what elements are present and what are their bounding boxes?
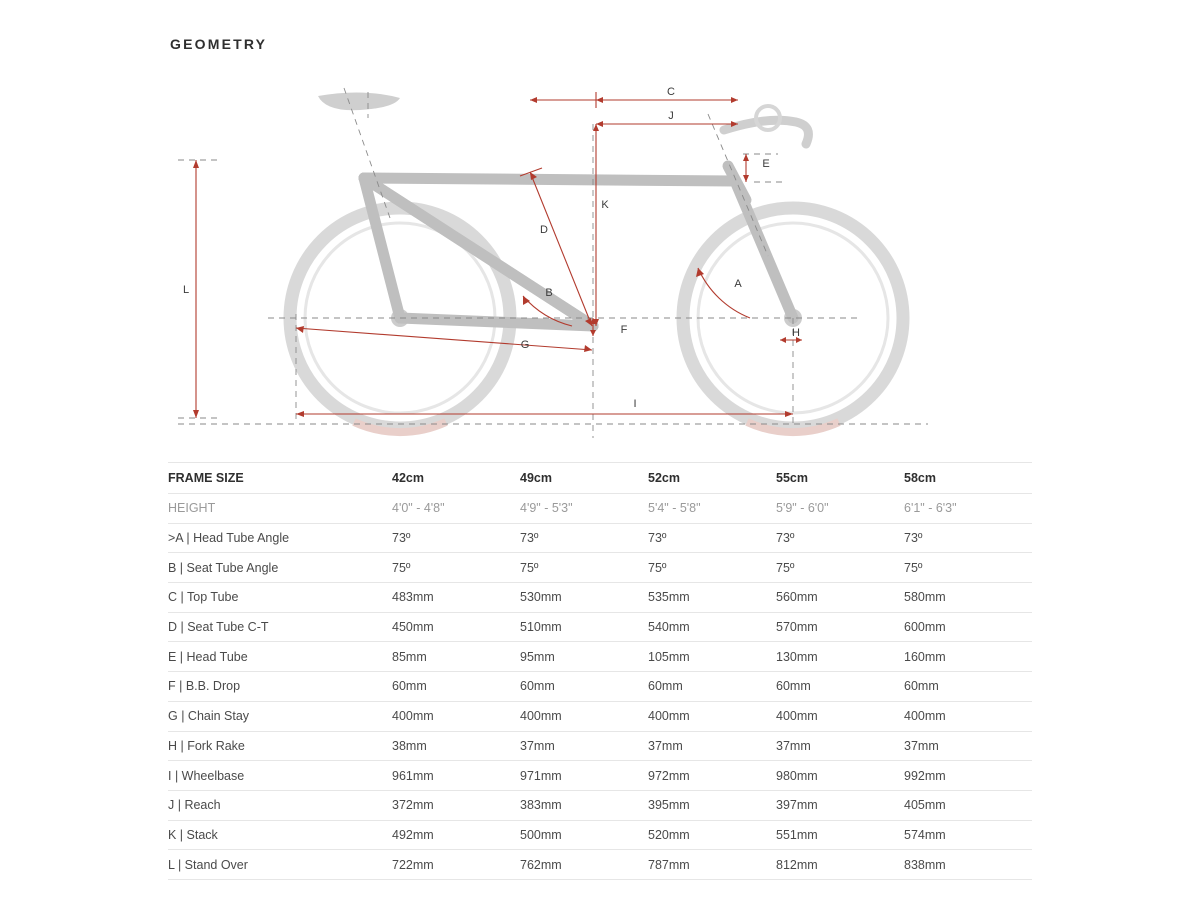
table-row [168, 850, 1032, 880]
label-H: H [792, 327, 800, 339]
table-header-row [168, 463, 1032, 494]
row-label: J | Reach [168, 790, 392, 820]
row-value: 992mm [904, 761, 1032, 791]
row-label: L | Stand Over [168, 850, 392, 880]
row-value: 492mm [392, 820, 520, 850]
row-value: 600mm [904, 612, 1032, 642]
column-header-49cm: 49cm [520, 463, 648, 494]
column-header-55cm: 55cm [776, 463, 904, 494]
table-row [168, 523, 1032, 553]
row-label: >A | Head Tube Angle [168, 523, 392, 553]
row-value: 787mm [648, 850, 776, 880]
label-E: E [762, 158, 770, 170]
row-value: 530mm [520, 583, 648, 613]
table-row [168, 612, 1032, 642]
table-row [168, 790, 1032, 820]
row-value: 972mm [648, 761, 776, 791]
row-value: 60mm [648, 672, 776, 702]
row-value: 961mm [392, 761, 520, 791]
row-label: I | Wheelbase [168, 761, 392, 791]
table-row [168, 761, 1032, 791]
row-value: 60mm [904, 672, 1032, 702]
column-header-frame-size: FRAME SIZE [168, 463, 392, 494]
row-value: 483mm [392, 583, 520, 613]
row-value: 560mm [776, 583, 904, 613]
label-C: C [667, 86, 675, 98]
geometry-table-wrap [168, 462, 1032, 880]
row-value: 400mm [776, 701, 904, 731]
row-value: 37mm [904, 731, 1032, 761]
label-D: D [540, 224, 548, 236]
row-value: 397mm [776, 790, 904, 820]
row-value: 60mm [520, 672, 648, 702]
row-value: 60mm [392, 672, 520, 702]
geometry-table [168, 462, 1032, 880]
row-value: 85mm [392, 642, 520, 672]
table-row [168, 642, 1032, 672]
column-header-58cm: 58cm [904, 463, 1032, 494]
row-value: 60mm [776, 672, 904, 702]
row-value: 37mm [648, 731, 776, 761]
row-value: 574mm [904, 820, 1032, 850]
row-value: 73º [520, 523, 648, 553]
row-value: 812mm [776, 850, 904, 880]
row-value: 400mm [392, 701, 520, 731]
row-value: 105mm [648, 642, 776, 672]
row-label: C | Top Tube [168, 583, 392, 613]
label-G: G [520, 339, 530, 351]
row-value: 980mm [776, 761, 904, 791]
row-value: 75º [392, 553, 520, 583]
column-header-52cm: 52cm [648, 463, 776, 494]
row-value: 520mm [648, 820, 776, 850]
row-value: 383mm [520, 790, 648, 820]
row-value: 75º [520, 553, 648, 583]
label-K: K [601, 199, 609, 211]
table-row [168, 731, 1032, 761]
row-value: 75º [776, 553, 904, 583]
row-value: 551mm [776, 820, 904, 850]
label-F: F [620, 324, 628, 336]
row-value: 73º [648, 523, 776, 553]
page-title: GEOMETRY [170, 36, 268, 52]
label-L: L [182, 284, 190, 296]
row-value: 971mm [520, 761, 648, 791]
row-label: B | Seat Tube Angle [168, 553, 392, 583]
geometry-table-body [168, 494, 1032, 880]
table-row [168, 553, 1032, 583]
row-value: 722mm [392, 850, 520, 880]
row-value: 762mm [520, 850, 648, 880]
saddle-silhouette [318, 92, 400, 110]
row-value: 5'9" - 6'0" [776, 494, 904, 524]
row-label: G | Chain Stay [168, 701, 392, 731]
row-value: 540mm [648, 612, 776, 642]
row-value: 395mm [648, 790, 776, 820]
row-value: 535mm [648, 583, 776, 613]
bike-geometry-diagram [168, 78, 1032, 450]
row-label: D | Seat Tube C-T [168, 612, 392, 642]
row-value: 400mm [648, 701, 776, 731]
row-value: 4'0" - 4'8" [392, 494, 520, 524]
row-value: 73º [904, 523, 1032, 553]
row-value: 73º [392, 523, 520, 553]
row-value: 6'1" - 6'3" [904, 494, 1032, 524]
frame-silhouette [364, 166, 793, 326]
handlebar-silhouette [724, 106, 808, 144]
row-value: 372mm [392, 790, 520, 820]
row-value: 838mm [904, 850, 1032, 880]
dimension-guides [178, 88, 928, 438]
row-value: 37mm [520, 731, 648, 761]
row-value: 400mm [904, 701, 1032, 731]
table-row [168, 494, 1032, 524]
row-value: 570mm [776, 612, 904, 642]
row-value: 510mm [520, 612, 648, 642]
row-label: F | B.B. Drop [168, 672, 392, 702]
table-row [168, 701, 1032, 731]
label-A: A [734, 278, 742, 290]
row-label: K | Stack [168, 820, 392, 850]
row-value: 75º [904, 553, 1032, 583]
table-row [168, 583, 1032, 613]
row-value: 500mm [520, 820, 648, 850]
label-B: B [545, 287, 553, 299]
label-J: J [668, 110, 674, 122]
row-value: 450mm [392, 612, 520, 642]
column-header-42cm: 42cm [392, 463, 520, 494]
row-value: 38mm [392, 731, 520, 761]
row-label: H | Fork Rake [168, 731, 392, 761]
row-value: 75º [648, 553, 776, 583]
row-value: 160mm [904, 642, 1032, 672]
row-label: HEIGHT [168, 494, 392, 524]
row-value: 400mm [520, 701, 648, 731]
row-value: 130mm [776, 642, 904, 672]
row-value: 37mm [776, 731, 904, 761]
row-value: 4'9" - 5'3" [520, 494, 648, 524]
table-row [168, 820, 1032, 850]
row-value: 580mm [904, 583, 1032, 613]
table-row [168, 672, 1032, 702]
row-value: 5'4" - 5'8" [648, 494, 776, 524]
row-label: E | Head Tube [168, 642, 392, 672]
label-I: I [633, 398, 637, 410]
row-value: 73º [776, 523, 904, 553]
row-value: 95mm [520, 642, 648, 672]
row-value: 405mm [904, 790, 1032, 820]
